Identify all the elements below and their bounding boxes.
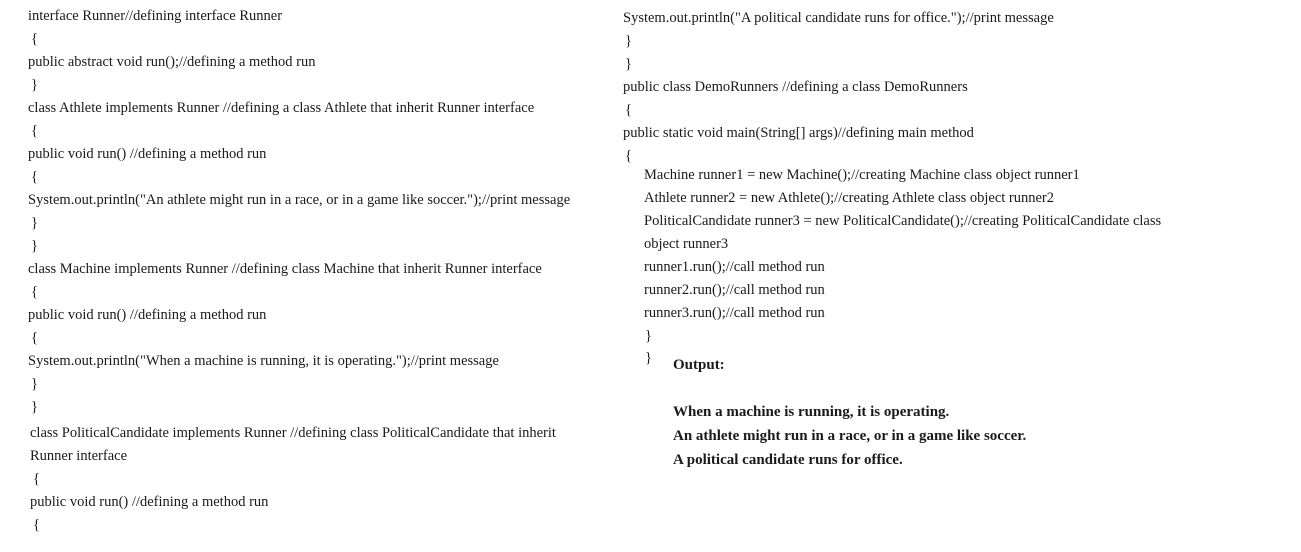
code-line: { [33, 471, 40, 487]
code-line: { [31, 284, 38, 300]
code-line: { [31, 330, 38, 346]
code-line: runner3.run();//call method run [644, 305, 825, 321]
code-line: { [31, 123, 38, 139]
code-line: public abstract void run();//defining a method run [28, 54, 316, 70]
code-line: public void run() //defining a method run [28, 307, 267, 323]
output-line: An athlete might run in a race, or in a game like soccer. [673, 428, 1027, 444]
code-line: } [31, 376, 38, 392]
code-line: { [31, 31, 38, 47]
code-line: Athlete runner2 = new Athlete();//creating Athlete class object runner2 [644, 190, 1055, 206]
code-line: System.out.println("When a machine is running, it is operating.");//print message [28, 353, 499, 369]
code-line: runner2.run();//call method run [644, 282, 825, 298]
code-line: { [625, 102, 632, 118]
code-line: public static void main(String[] args)//defining main method [623, 125, 974, 141]
code-line: object runner3 [644, 236, 729, 252]
code-line: } [31, 238, 38, 254]
code-line: { [625, 148, 632, 164]
code-line: { [31, 169, 38, 185]
code-line: PoliticalCandidate runner3 = new PoliticalCandidate();//creating PoliticalCandidate class [644, 213, 1162, 229]
code-line: } [31, 215, 38, 231]
code-line: } [625, 56, 632, 72]
code-line: } [31, 77, 38, 93]
output-line: When a machine is running, it is operating. [673, 404, 950, 420]
code-line: public void run() //defining a method run [28, 146, 267, 162]
code-line: System.out.println("An athlete might run in a race, or in a game like soccer.");//print message [28, 192, 571, 208]
code-line: public void run() //defining a method run [30, 494, 269, 510]
code-line: } [625, 33, 632, 49]
code-line: class PoliticalCandidate implements Runner //defining class PoliticalCandidate that inherit [30, 425, 556, 441]
output-heading: Output: [673, 357, 725, 373]
output-line: A political candidate runs for office. [673, 452, 903, 468]
code-line: public class DemoRunners //defining a class DemoRunners [623, 79, 968, 95]
code-line: runner1.run();//call method run [644, 259, 825, 275]
code-line: } [645, 350, 652, 366]
code-line: class Machine implements Runner //defining class Machine that inherit Runner interface [28, 261, 542, 277]
code-line: System.out.println("A political candidate runs for office.");//print message [623, 10, 1054, 26]
code-line: interface Runner//defining interface Runner [28, 8, 283, 24]
code-line: Runner interface [30, 448, 128, 464]
code-line: Machine runner1 = new Machine();//creating Machine class object runner1 [644, 167, 1080, 183]
code-line: } [645, 328, 652, 344]
code-line: { [33, 517, 40, 533]
code-line: class Athlete implements Runner //defining a class Athlete that inherit Runner interface [28, 100, 535, 116]
code-line: } [31, 399, 38, 415]
